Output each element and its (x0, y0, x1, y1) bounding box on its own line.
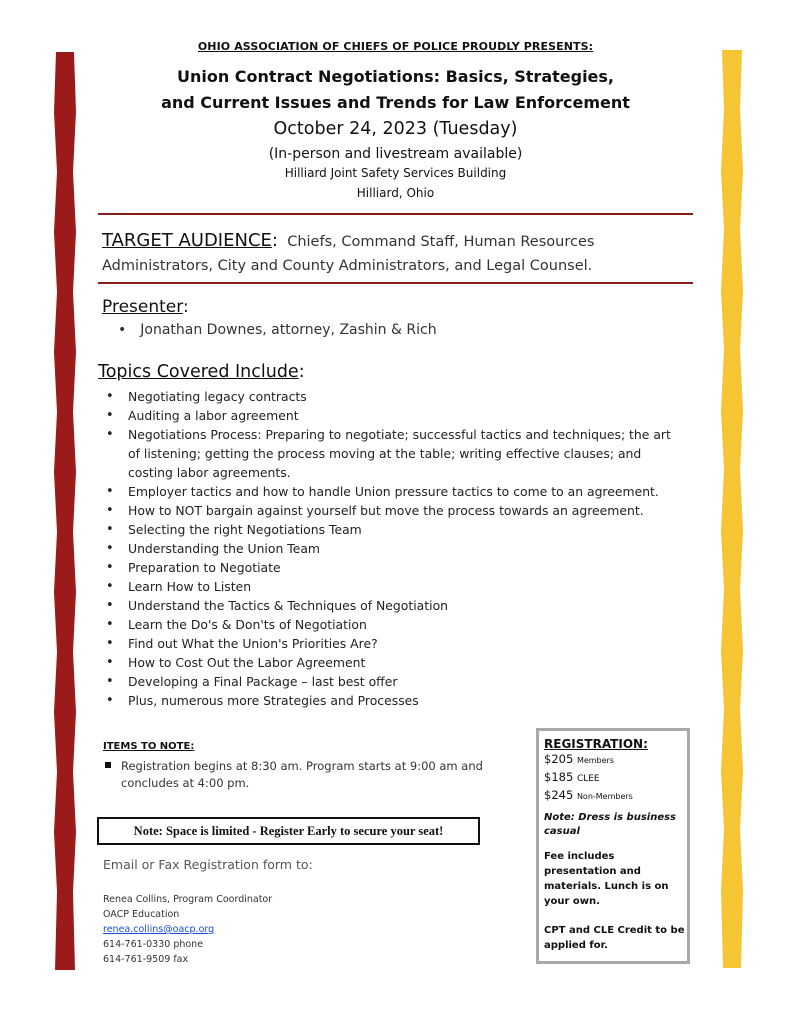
contact-fax: 614-761-9509 fax (103, 954, 189, 965)
event-city: Hilliard, Ohio (356, 186, 435, 200)
space-limited-notice: Note: Space is limited - Register Early to secure your seat! (97, 817, 480, 845)
items-to-note-heading: ITEMS TO NOTE: (103, 741, 195, 752)
dress-note: Note: Dress is business casual (544, 812, 677, 837)
presenter-heading: Presenter: (102, 297, 189, 317)
event-title-line2: and Current Issues and Trends for Law Enforcement (161, 93, 630, 112)
list-item: • Selecting the right Negotiations Team (106, 520, 686, 539)
registration-heading: REGISTRATION: (544, 737, 648, 751)
divider-bottom (98, 282, 693, 284)
contact-block (103, 892, 272, 967)
list-item: • How to NOT bargain against yourself but move the process towards an agreement. (106, 501, 686, 520)
presenter-name: Jonathan Downes, attorney, Zashin & Rich (140, 322, 437, 338)
list-item: • Employer tactics and how to handle Union pressure tactics to come to an agreement. (106, 482, 686, 501)
list-item: • Learn the Do's & Don'ts of Negotiation (106, 615, 686, 634)
contact-phone: 614-761-0330 phone (103, 939, 204, 950)
contact-email-link[interactable]: renea.collins@oacp.org (103, 924, 215, 935)
list-item: • How to Cost Out the Labor Agreement (106, 653, 686, 672)
list-item: • Developing a Final Package – last best offer (106, 672, 686, 691)
event-venue: Hilliard Joint Safety Services Building (284, 166, 507, 180)
list-item: • Find out What the Union's Priorities Are? (106, 634, 686, 653)
list-item: • Learn How to Listen (106, 577, 686, 596)
price-clee: $185 CLEE (544, 770, 600, 784)
topics-list (106, 387, 686, 710)
target-audience-heading: TARGET AUDIENCE (102, 230, 272, 251)
target-audience: TARGET AUDIENCE: Chiefs, Command Staff, Human Resources Administrators, City and County Administrators, and Legal Counsel. (102, 230, 595, 274)
target-audience-text: Chiefs, Command Staff, Human Resources Administrators, City and County Administrators, and Legal Counsel. (102, 234, 595, 274)
list-item: • Preparation to Negotiate (106, 558, 686, 577)
list-item: • Negotiating legacy contracts (106, 387, 686, 406)
registration-instructions: Email or Fax Registration form to: (103, 857, 313, 872)
event-format: (In-person and livestream available) (268, 146, 523, 162)
list-item: • Understanding the Union Team (106, 539, 686, 558)
price-members: $205 Members (544, 752, 615, 766)
contact-org: OACP Education (103, 909, 180, 920)
list-item: • Plus, numerous more Strategies and Processes (106, 691, 686, 710)
fee-note: Fee includes presentation and materials. Lunch is on your own. (544, 851, 669, 907)
presenter-item: • Jonathan Downes, attorney, Zashin & Rich (118, 322, 437, 338)
registration-box (536, 728, 690, 964)
list-item: • Negotiations Process: Preparing to negotiate; successful tactics and techniques; the art of listening; getting the process moving at the table; writing effective clauses; and costing labor agreements. (106, 425, 686, 482)
price-non-members: $245 Non-Members (544, 788, 633, 802)
square-bullet-icon (105, 762, 111, 768)
event-date: October 24, 2023 (Tuesday) (273, 119, 518, 139)
organization-heading: OHIO ASSOCIATION OF CHIEFS OF POLICE PROUDLY PRESENTS: (197, 40, 594, 53)
topics-heading: Topics Covered Include: (98, 362, 305, 382)
list-item: • Understand the Tactics & Techniques of Negotiation (106, 596, 686, 615)
contact-name: Renea Collins, Program Coordinator (103, 894, 273, 905)
event-title-line1: Union Contract Negotiations: Basics, Strategies, (176, 67, 614, 86)
divider-top (98, 213, 693, 215)
list-item: • Auditing a labor agreement (106, 406, 686, 425)
items-to-note-text: Registration begins at 8:30 am. Program starts at 9:00 am and concludes at 4:00 pm. (103, 758, 511, 792)
credit-note: CPT and CLE Credit to be applied for. (544, 925, 685, 951)
